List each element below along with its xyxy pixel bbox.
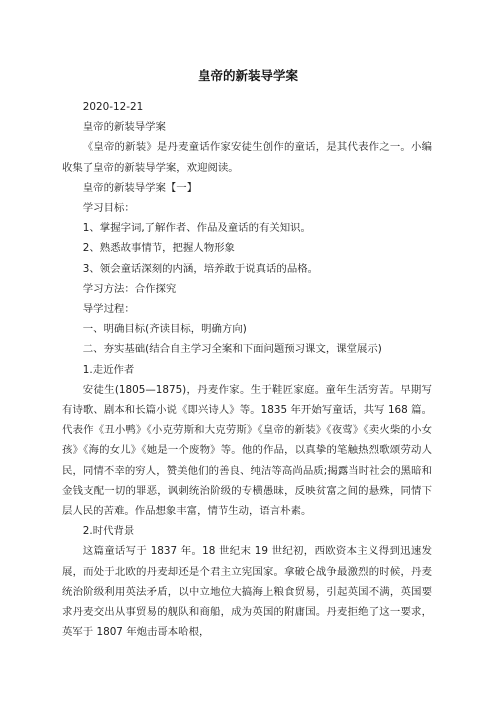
section-heading: 皇帝的新装导学案【一】 xyxy=(82,181,198,194)
document-body xyxy=(62,97,432,642)
goals-label: 学习目标： xyxy=(82,202,135,215)
goal-item: 2、熟悉故事情节，把握人物形象 xyxy=(82,242,235,255)
subsection-heading: 1.走近作者 xyxy=(82,363,135,376)
author-paragraph: 安徒生(1805—1875)，丹麦作家。生于鞋匠家庭。童年生活穷苦。早期写有诗歌、剧本和长篇小说《即兴诗人》等。1835 年开始写童话，共写 168 篇。代表作《丑小鸭》《小克劳斯和大克劳斯》《皇帝的新装》《夜莺》《卖火柴的小女孩》《海的女儿》《她是一个废物》等。他的作品，以真挚的笔触热烈歌颂劳动人民，同情不幸的穷人，赞美他们的善良、纯洁等高尚品质;揭露当时社会的黑暗和金钱支配一切的罪恶，讽刺统治阶级的专横愚昧，反映贫富之间的悬殊，同情下层人民的苦难。作品想象丰富，情节生动，语言朴素。 xyxy=(62,383,432,518)
goal-item: 1、掌握字词,了解作者、作品及童话的有关知识。 xyxy=(82,222,311,235)
intro-paragraph: 《皇帝的新装》是丹麦童话作家安徒生创作的童话，是其代表作之一。小编收集了皇帝的新装导学案，欢迎阅读。 xyxy=(62,141,432,174)
background-paragraph: 这篇童话写于 1837 年。18 世纪末 19 世纪初，西欧资本主义得到迅速发展，而处于北欧的丹麦却还是个君主立宪国家。拿破仑战争最激烈的时候，丹麦统治阶级利用英法矛盾，以中立地位大搞海上粮食贸易，引起英国不满，英国要求丹麦交出从事贸易的舰队和商船，成为英国的附庸国。丹麦拒绝了这一要求，英军于 1807 年炮击哥本哈根， xyxy=(62,545,432,639)
step-item: 一、明确目标(齐读目标，明确方向) xyxy=(82,323,247,336)
step-item: 二、夯实基础(结合自主学习全案和下面问题预习课文，课堂展示) xyxy=(82,343,382,356)
goal-item: 3、领会童话深刻的内涵，培养敢于说真话的品格。 xyxy=(82,262,318,275)
subtitle-line: 皇帝的新装导学案 xyxy=(82,121,166,134)
document-title: 皇帝的新装导学案 xyxy=(197,68,298,83)
date-line: 2020-12-21 xyxy=(82,101,144,113)
process-label: 导学过程： xyxy=(82,303,135,316)
subsection-heading: 2.时代背景 xyxy=(82,525,135,538)
method-line: 学习方法：合作探究 xyxy=(82,282,177,295)
